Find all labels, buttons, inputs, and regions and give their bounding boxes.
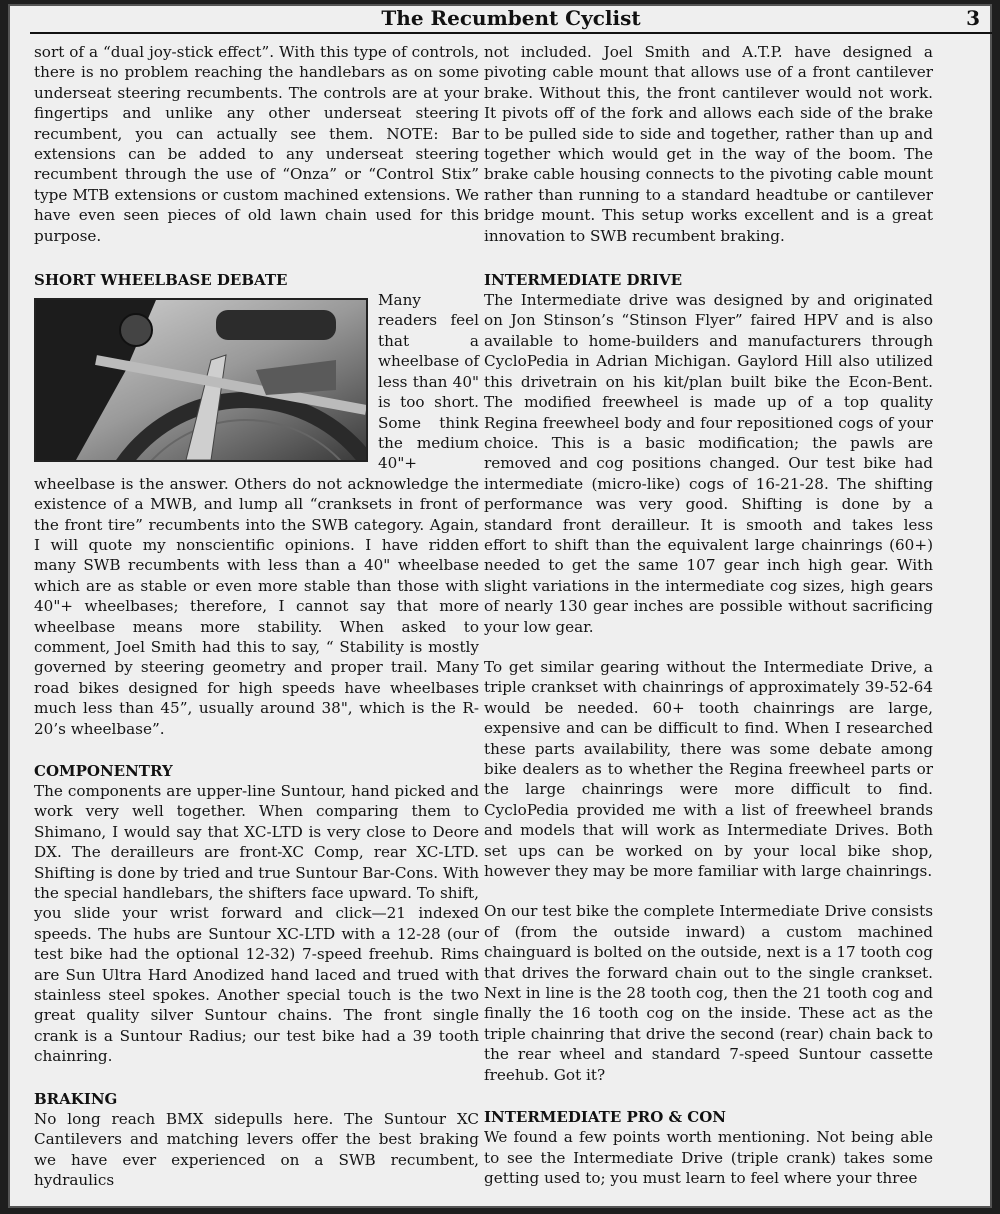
- left-column: [34, 42, 479, 1190]
- heading-componentry: COMPONENTRY: [34, 762, 173, 780]
- heading-intermediate-drive: INTERMEDIATE DRIVE: [484, 271, 683, 290]
- paragraph-pro-con: We found a few points worth mentioning. Not being able to see the Intermediate Drive (triple crank) takes some getting used to; you must learn to feel where your three: [484, 1128, 933, 1187]
- paragraph-componentry: The components are upper-line Suntour, hand picked and work very well together. When comparing them to Shimano, I would say that XC-LTD is very close to Deore DX. The derailleurs are front-XC Comp, rear XC-LTD. Shifting is done by tried and true Suntour Bar-Cons. With the special handlebars, the shifters face upward. To shift, you slide your wrist forward and click—21 indexed speeds. The hubs are Suntour XC-LTD with a 12-28 (our test bike had the optional 12-32) 7-speed freehub. Rims are Sun Ultra Hard Anodized hand laced and trued with stainless steel spokes. Another special touch is the two great quality silver Suntour chains. The front single crank is a Suntour Radius; our test bike had a 39 tooth chainring.: [34, 782, 479, 1066]
- right-column: [484, 42, 933, 1188]
- paragraph-intermediate-drive-2: To get similar gearing without the Intermediate Drive, a triple crankset with chainrings of approximately 39-52-64 would be needed. 60+ tooth chainrings are large, expensive and can be difficult to find. When I researched these parts availability, there was some debate among bike dealers as to whether the Regina freewheel parts or the large chainrings were more difficult to find. CycloPedia provided me with a list of freewheel brands and models that will work as Intermediate Drives. Both set ups can be worked on by your local bike shop, however they may be more familiar with large chainrings.: [484, 657, 933, 881]
- paragraph-short-wheelbase: Many readers feel that a wheelbase of less than 40" is too short. Some think the medium 40"+ wheelbase is the answer. Others do not acknowledge the existence of a MWB, and lump all “cranksets in front of the front tire” recumbents into the SWB category. Again, I will quote my nonscientific opinions. I have ridden many SWB recumbents with less than a 40" wheelbase which are as stable or even more stable than those with 40"+ wheelbases; therefore, I cannot say that more wheelbase means more stability. When asked to comment, Joel Smith had this to say, “ Stability is mostly governed by steering geometry and proper trail. Many road bikes designed for high speeds have wheelbases much less than 45”, usually around 38", which is the R-20’s wheelbase”.: [34, 291, 479, 738]
- paragraph-braking-continued: not included. Joel Smith and A.T.P. have designed a pivoting cable mount that allows use of a front cantilever brake. Without this, the front cantilever would not work. It pivots off of the fork and allows each side of the brake to be pulled side to side and together, rather than up and together which would get in the way of the boom. The brake cable housing connects to the pivoting cable mount rather than running to a standard headtube or cantilever bridge mount. This setup works excellent and is a great innovation to SWB recumbent braking.: [484, 43, 933, 245]
- page-header: [30, 6, 992, 34]
- heading-intermediate-pro-con: INTERMEDIATE PRO & CON: [484, 1108, 726, 1127]
- recumbent-crank-photo-image: [36, 300, 366, 460]
- paragraph-intermediate-drive-1: The Intermediate drive was designed by and originated on Jon Stinson’s “Stinson Flyer” faired HPV and is also available to home-builders and manufacturers through CycloPedia in Adrian Michigan. Gaylord Hill also utilized this drivetrain on his kit/plan built bike the Econ-Bent. The modified freewheel is made up of a top quality Regina freewheel body and four repositioned cogs of your choice. This is a basic modification; the pawls are removed and cog positions changed. Our test bike had intermediate (micro-like) cogs of 16-21-28. The shifting performance was very good. Shifting is done by a standard front derailleur. It is smooth and takes less effort to shift than the equivalent large chainrings (60+) needed to get the same 107 gear inch high gear. With slight variations in the intermediate cog sizes, high gears of nearly 130 gear inches are possible without sacrificing your low gear.: [484, 291, 933, 636]
- page-number: 3: [966, 6, 980, 30]
- heading-braking: BRAKING: [34, 1089, 118, 1108]
- paragraph-braking: No long reach BMX sidepulls here. The Suntour XC Cantilevers and matching levers offer the best braking we have ever experienced on a SWB recumbent, hydraulics: [34, 1109, 479, 1189]
- paragraph-intro: sort of a “dual joy-stick effect”. With this type of controls, there is no problem reaching the handlebars as on some underseat steering recumbents. The controls are at your fingertips and unlike any other underseat steering recumbent, you can actually see them. NOTE: Bar extensions can be added to any underseat steering recumbent through the use of “Onza” or “Control Stix” type MTB extensions or custom machined extensions. We have even seen pieces of old lawn chain used for this purpose.: [34, 43, 479, 245]
- paragraph-intermediate-drive-3: On our test bike the complete Intermediate Drive consists of (from the outside inward) a custom machined chainguard is bolted on the outside, next is a 17 tooth cog that drives the forward chain out to the single crankset. Next in line is the 28 tooth cog, then the 21 tooth cog and finally the 16 tooth cog on the inside. These act as the triple chainring that drive the second (rear) chain back to the rear wheel and standard 7-speed Suntour cassette freehub. Got it?: [484, 902, 933, 1084]
- publication-title: The Recumbent Cyclist: [381, 6, 641, 30]
- heading-short-wheelbase-debate: SHORT WHEELBASE DEBATE: [34, 271, 288, 290]
- bike-photo: [34, 298, 368, 462]
- magazine-page: [8, 4, 992, 1208]
